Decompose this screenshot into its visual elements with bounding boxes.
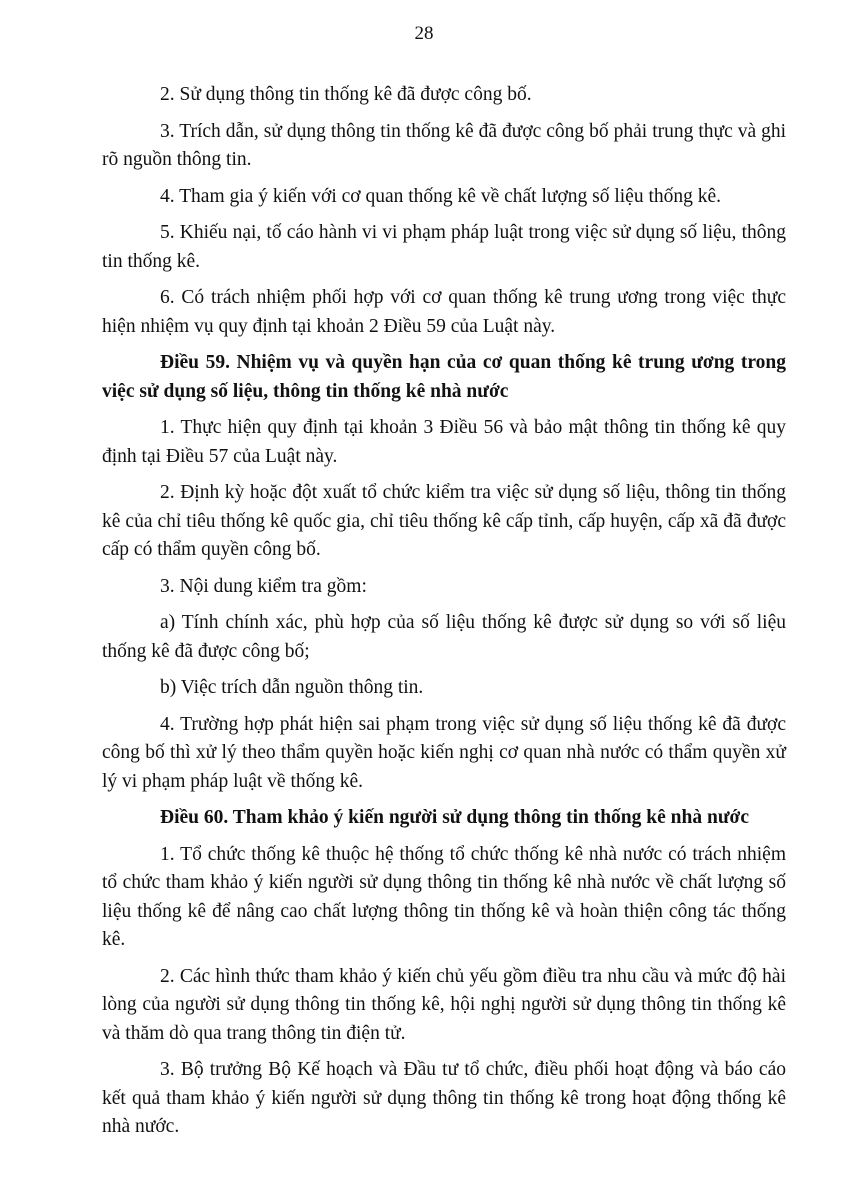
paragraph: 5. Khiếu nại, tố cáo hành vi vi phạm pháp luật trong việc sử dụng số liệu, thông tin thống kê. bbox=[102, 222, 786, 272]
paragraph: 4. Trường hợp phát hiện sai phạm trong việc sử dụng số liệu thống kê đã được công bố thì xử lý theo thẩm quyền hoặc kiến nghị cơ quan nhà nước có thẩm quyền xử lý vi phạm pháp luật về thống kê. bbox=[102, 713, 786, 792]
paragraph: 3. Trích dẫn, sử dụng thông tin thống kê đã được công bố phải trung thực và ghi rõ nguồn thông tin. bbox=[102, 120, 786, 170]
paragraph: b) Việc trích dẫn nguồn thông tin. bbox=[160, 677, 424, 698]
document-body bbox=[102, 81, 786, 1142]
paragraph: 2. Các hình thức tham khảo ý kiến chủ yếu gồm điều tra nhu cầu và mức độ hài lòng của người sử dụng thông tin thống kê, hội nghị người sử dụng thông tin thống kê và thăm dò qua trang thông tin điện tử. bbox=[102, 965, 786, 1044]
paragraph: 2. Định kỳ hoặc đột xuất tổ chức kiểm tra việc sử dụng số liệu, thông tin thống kê của chỉ tiêu thống kê quốc gia, chỉ tiêu thống kê cấp tỉnh, cấp huyện, cấp xã đã được cấp có thẩm quyền công bố. bbox=[102, 482, 786, 560]
paragraph: 3. Nội dung kiểm tra gồm: bbox=[160, 575, 367, 597]
article-heading-59: Điều 59. Nhiệm vụ và quyền hạn của cơ quan thống kê trung ương trong việc sử dụng số liệu, thông tin thống kê nhà nước bbox=[102, 352, 786, 402]
article-heading-60: Điều 60. Tham khảo ý kiến người sử dụng thông tin thống kê nhà nước bbox=[160, 807, 749, 828]
paragraph: 1. Tổ chức thống kê thuộc hệ thống tổ chức thống kê nhà nước có trách nhiệm tổ chức tham khảo ý kiến người sử dụng thông tin thống kê nhà nước về chất lượng số liệu thống kê để nâng cao chất lượng thông tin thống kê và hoàn thiện công tác thống kê. bbox=[102, 843, 786, 950]
paragraph: 4. Tham gia ý kiến với cơ quan thống kê về chất lượng số liệu thống kê. bbox=[160, 185, 722, 207]
paragraph: 2. Sử dụng thông tin thống kê đã được công bố. bbox=[160, 84, 532, 105]
paragraph: 1. Thực hiện quy định tại khoản 3 Điều 56 và bảo mật thông tin thống kê quy định tại Điều 57 của Luật này. bbox=[102, 417, 786, 467]
page-number: 28 bbox=[414, 23, 434, 44]
paragraph: a) Tính chính xác, phù hợp của số liệu thống kê được sử dụng so với số liệu thống kê đã được công bố; bbox=[102, 612, 786, 662]
paragraph: 3. Bộ trưởng Bộ Kế hoạch và Đầu tư tổ chức, điều phối hoạt động và báo cáo kết quả tham khảo ý kiến người sử dụng thông tin thống kê trong hoạt động thống kê nhà nước. bbox=[102, 1059, 786, 1137]
paragraph: 6. Có trách nhiệm phối hợp với cơ quan thống kê trung ương trong việc thực hiện nhiệm vụ quy định tại khoản 2 Điều 59 của Luật này. bbox=[102, 287, 786, 337]
